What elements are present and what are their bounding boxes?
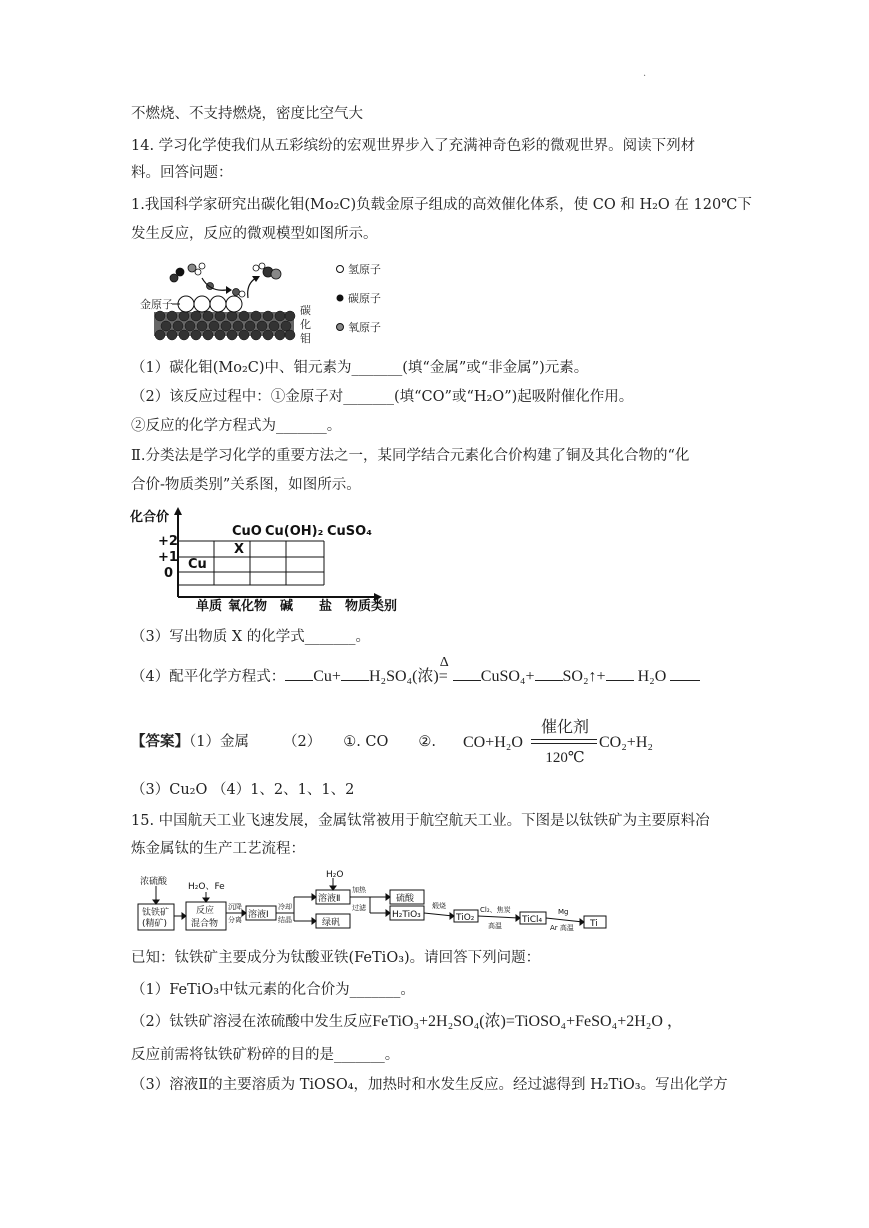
y-tick-0: 0 [164, 566, 174, 581]
answer-label: 【答案】 [131, 733, 189, 750]
question-1: （1）碳化钼(Mo₂C)中、钼元素为_______(填“金属”或“非金属”)元素。 [131, 360, 589, 376]
flow-step2: 冷却 [278, 903, 292, 911]
flow-ti: Ti [590, 919, 598, 929]
flow-green-vitriol: 绿矾 [322, 918, 341, 928]
legend-hydrogen: 氢原子 [348, 263, 381, 276]
question-15-2-b: 反应前需将钛铁矿粉碎的目的是_______。 [131, 1047, 400, 1063]
label-cuso4: CuSO₄ [327, 524, 372, 539]
question-15-1: （1）FeTiO₃中钛元素的化合价为_______。 [131, 982, 415, 998]
x-label-oxide: 氧化物 [228, 599, 268, 614]
x-axis-title: 物质类别 [345, 599, 398, 614]
process-flow-figure [136, 870, 616, 934]
page-dot: · [643, 71, 647, 82]
flow-react-2: 混合物 [191, 919, 219, 929]
flow-step1-2: 分离 [228, 916, 242, 924]
eq-catalyst: 催化剂 [540, 719, 589, 736]
question-15-3: （3）溶液Ⅱ的主要溶质为 TiOSO₄，加热时和水发生反应。经过滤得到 H₂TiO₃。写出化学方 [131, 1077, 728, 1093]
answer-3-4: （3）Cu₂O （4）1、2、1、1、2 [131, 782, 355, 798]
flow-water: H₂O [326, 870, 344, 880]
text-line: 1.我国科学家研究出碳化钼(Mo₂C)负载金原子组成的高效催化体系，使 CO 和 H₂O 在 120℃下 [131, 197, 752, 213]
question-2-part: ②反应的化学方程式为_______。 [131, 418, 342, 434]
eq4-h2o: H₂O [637, 668, 667, 685]
question-15-2-prefix: （2）钛铁矿溶浸在浓硫酸中发生反应 [131, 1014, 373, 1030]
question-4: （4）配平化学方程式： Cu+ H₂SO₄(浓) Δ = CuSO₄+ SO₂↑+ H₂O [131, 665, 700, 689]
gold-atoms [178, 296, 242, 312]
x-label-salt: 盐 [319, 599, 333, 614]
question-14-intro: 14. 学习化学使我们从五彩缤纷的宏观世界步入了充满神奇色彩的微观世界。阅读下列材 [131, 138, 696, 154]
valence-chart [128, 505, 418, 615]
reaction-equation: FeTiO₃+2H₂SO₄(浓)=TiOSO₄+FeSO₄+2H₂O ， [372, 1013, 683, 1030]
x-label-base: 碱 [280, 599, 294, 614]
flow-step3: 加热 [352, 886, 366, 894]
text-line: 炼金属钛的生产工艺流程： [131, 841, 305, 857]
y-axis-title: 化合价 [130, 510, 170, 525]
arrow-out-icon [248, 278, 256, 298]
label-cuoh2: Cu(OH)₂ [265, 524, 324, 539]
molecules [170, 263, 281, 297]
eq4-h2so4: H₂SO₄(浓) [368, 668, 439, 685]
answer-2: （2） [282, 734, 322, 750]
x-label-elemental: 单质 [196, 599, 223, 614]
text-line: 不燃烧、不支持燃烧，密度比空气大 [131, 106, 363, 122]
flow-acid: 浓硫酸 [140, 877, 168, 887]
reaction-model-figure [140, 254, 400, 346]
y-tick-plus1: +1 [158, 550, 178, 565]
label-cu: Cu [188, 557, 207, 572]
flow-ticl4: TiCl₄ [522, 915, 543, 925]
question-15-intro: 15. 中国航天工业飞速发展，金属钛常被用于航空航天工业。下图是以钛铁矿为主要原料冶 [131, 813, 710, 829]
flow-step4-2: 高温 [488, 922, 502, 930]
carbide-label-3: 钼 [300, 332, 311, 345]
flow-step5: Mg [558, 908, 569, 916]
question-2: （2）该反应过程中：①金原子对_______(填“CO”或“H₂O”)起吸附催化作用。 [131, 389, 634, 405]
flow-react: 反应 [196, 906, 215, 916]
label-x: X [234, 542, 245, 557]
flow-step2-2: 结晶 [278, 916, 292, 924]
eq-lhs: CO+H₂O [463, 734, 523, 751]
question-3: （3）写出物质 X 的化学式_______。 [131, 629, 371, 645]
flow-solution2: 溶液Ⅱ [318, 894, 341, 904]
answer-2-2: ②. [418, 734, 437, 750]
flow-step1: 沉降 [228, 903, 242, 911]
eq4-cu: Cu+ [313, 668, 341, 685]
flow-step4: Cl₂、焦炭 [480, 906, 511, 914]
flow-ore-2: (精矿) [142, 919, 168, 929]
legend-oxygen: 氧原子 [348, 321, 381, 334]
flow-solution1: 溶液Ⅰ [248, 910, 269, 920]
answer-equation [463, 714, 663, 774]
eq4-cuso4: CuSO₄+ [480, 668, 535, 685]
label-cuo: CuO [232, 524, 262, 539]
text-line: 料。回答问题： [131, 165, 233, 181]
flow-step5-2: Ar 高温 [550, 924, 574, 932]
eq-temperature: 120℃ [545, 750, 585, 766]
flow-calcine: 煅烧 [432, 902, 446, 910]
flow-sulfuric-acid: 硫酸 [396, 894, 415, 904]
eq4-heat: Δ [439, 655, 449, 670]
eq-rhs: CO₂+H₂ [599, 734, 653, 751]
gold-label: 金原子 [140, 298, 173, 311]
answer-line [131, 732, 436, 752]
flow-h2tio3: H₂TiO₃ [392, 910, 421, 920]
text-line: 合价-物质类别”关系图，如图所示。 [131, 477, 361, 493]
arrow-in-icon [202, 278, 226, 290]
flow-tio2: TiO₂ [456, 913, 475, 923]
answer-1: （1）金属 [189, 734, 249, 750]
section-2-intro: Ⅱ.分类法是学习化学的重要方法之一，某同学结合元素化合价构建了铜及其化合物的“化 [131, 448, 690, 464]
question-15-2 [131, 1012, 683, 1032]
answer-2-1: ①. CO [343, 734, 389, 750]
carbide-lattice [154, 311, 295, 340]
text-line: 发生反应，反应的微观模型如图所示。 [131, 226, 378, 242]
flow-ore: 钛铁矿 [142, 908, 170, 918]
eq4-so2: SO₂↑+ [562, 668, 606, 685]
carbide-label-1: 碳 [300, 304, 311, 317]
flow-step3-2: 过滤 [352, 904, 366, 912]
known-info: 已知：钛铁矿主要成分为钛酸亚铁(FeTiO₃)。请回答下列问题： [131, 950, 541, 966]
question-4-prefix: （4）配平化学方程式： [131, 669, 286, 685]
y-tick-plus2: +2 [158, 534, 178, 549]
flow-reagents: H₂O、Fe [188, 882, 225, 892]
legend-carbon: 碳原子 [348, 292, 381, 305]
carbide-label-2: 化 [300, 318, 311, 331]
